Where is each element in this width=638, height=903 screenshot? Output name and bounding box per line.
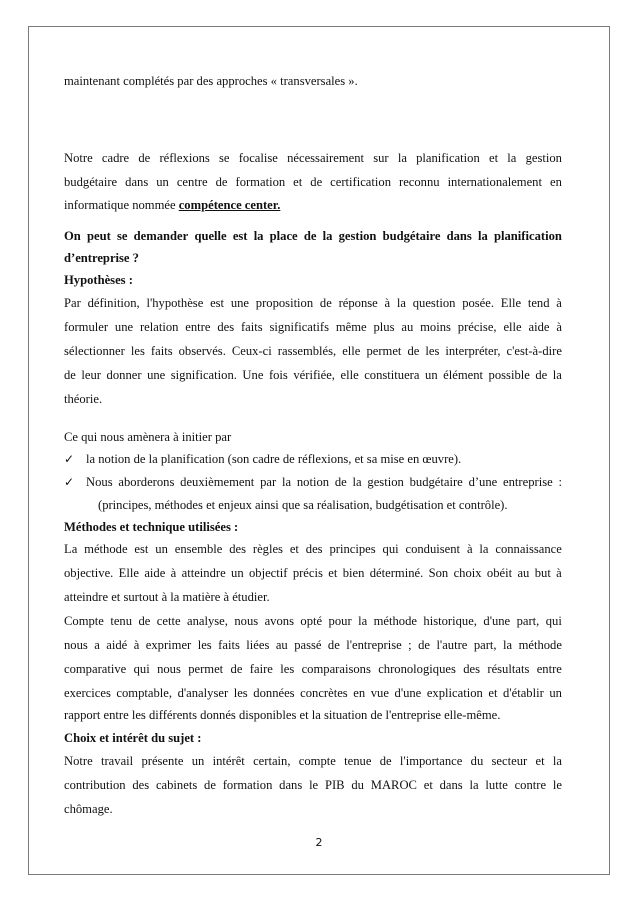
hypotheses-heading: Hypothèses : [64,273,133,287]
word: objective. [64,566,114,580]
word: moins [420,320,451,334]
word: nécessairement [287,151,365,165]
word: au [517,566,530,580]
word: les [197,638,212,652]
methodes-line2 [64,566,562,581]
intro-line: maintenant complétés par des approches « transversales ». [64,74,358,88]
word: à [556,566,562,580]
word: signification. [170,368,237,382]
word: focalise [238,151,278,165]
word: chronologiques [378,662,456,676]
word: budgétaire [64,175,118,189]
word: se [219,151,230,165]
word: PIB [324,778,345,792]
hypotheses-line3 [64,344,562,359]
choix-line2 [64,778,562,793]
word: même [335,320,367,334]
word: constituera [364,368,420,382]
word: secteur [491,754,528,768]
word: le [552,778,562,792]
para1-line3 [64,198,280,213]
word: sélectionner [64,344,125,358]
word: tenue [344,754,372,768]
word: un [155,542,168,556]
word: opté [300,614,323,628]
word: se [116,229,128,243]
word: présente [141,754,184,768]
word: de [407,344,420,358]
word: On [64,229,81,243]
word: les [233,686,248,700]
plan-intro: Ce qui nous amènera à initier par [64,430,232,444]
methodes-line3 [64,614,562,629]
word: méthode [373,614,417,628]
word: observés. [178,344,226,358]
word: de [303,229,317,243]
word: dans [279,778,303,792]
word: elle [503,320,522,334]
word: à [133,638,140,652]
word: faits [150,344,173,358]
word: est [232,229,248,243]
word: faits [240,320,263,334]
plan-bullet2-line1 [86,475,562,490]
word: elle [340,368,359,382]
word: sur [373,151,389,165]
word: la [358,614,368,628]
word: fois [268,368,288,382]
question-line1 [64,229,562,244]
hypotheses-line2 [64,320,562,335]
word: d’une [468,475,498,489]
word: bien [342,566,365,580]
methodes-line4 [64,638,562,653]
word: une [147,368,166,382]
word: part, [473,638,497,652]
word: nous [64,638,88,652]
plan-bullet1 [64,452,461,467]
word: la [281,475,292,489]
word: centre [176,175,208,189]
word: : [558,475,562,489]
word: leur [81,368,102,382]
word: les [280,662,295,676]
word: significatifs [269,320,329,334]
word: lutte [485,778,508,792]
word: donner [106,368,142,382]
word: la [396,296,406,310]
word: du [351,778,364,792]
word: d'une [483,614,511,628]
word: de [138,614,151,628]
word: et [289,542,299,556]
word: la [478,229,488,243]
word: concrètes [300,686,348,700]
word: de [535,368,548,382]
word: MAROC [370,778,417,792]
word: elle [342,344,361,358]
word: pour [328,614,352,628]
word: et [423,778,433,792]
methodes-heading: Méthodes et technique utilisées : [64,520,239,534]
word: réflexions [159,151,210,165]
word: Nous [86,475,113,489]
word: internationalement [447,175,542,189]
word: un [156,175,169,189]
word: à [556,320,562,334]
word: historique, [423,614,477,628]
word: données [253,686,295,700]
word: quelle [194,229,227,243]
choix-heading: Choix et intérêt du sujet : [64,731,202,745]
word: et [328,566,338,580]
word: deuxièmement [180,475,255,489]
word: Elle [118,566,139,580]
methodes-line6 [64,686,562,701]
word: précise, [457,320,497,334]
hypotheses-line4 [64,368,562,383]
word: dans [439,778,463,792]
word: Son [428,566,449,580]
word: des [305,542,323,556]
word: au [401,320,414,334]
word: de [230,662,243,676]
word: Compte [64,614,104,628]
para1-line3-prefix: informatique nommée [64,198,179,212]
word: certification [330,175,391,189]
word: Notre [64,151,93,165]
word: a [94,638,100,652]
word: la [322,229,333,243]
word: cadre [101,151,130,165]
word: d'une [394,686,422,700]
hypotheses-last: théorie. [64,392,103,406]
word: l'entreprise [346,638,402,652]
hypotheses-line1 [64,296,562,311]
word: règles [252,542,283,556]
word: principes [329,542,376,556]
word: résultats [487,662,530,676]
word: but [534,566,551,580]
word: budgétaire [409,475,463,489]
word: un [191,754,205,768]
choix-last: chômage. [64,802,113,816]
word: formation [235,175,286,189]
word: notion [296,475,330,489]
word: liées [246,638,270,652]
word: qui [382,542,399,556]
word: et [535,754,545,768]
word: les [425,344,440,358]
word: des [132,778,150,792]
word: de [327,638,340,652]
word: faits [218,638,240,652]
word: au [275,638,288,652]
word: à [466,542,473,556]
word: gestion [367,475,404,489]
word: nous [157,662,181,676]
methodes-line5 [64,662,562,677]
methodes-last: atteindre et surtout à la matière à étudier. [64,590,270,604]
word: en [549,175,562,189]
word: choix [453,566,482,580]
word: certain, [253,754,291,768]
word: une [230,296,250,310]
word: ; [408,638,412,652]
word: qui [133,662,150,676]
word: et [293,175,303,189]
page-number: 2 [315,836,323,849]
word: comparative [64,662,127,676]
word: la [469,778,479,792]
word: possible [488,368,530,382]
word: de [319,296,332,310]
word: la [253,229,264,243]
para1-line2 [64,175,562,190]
word: intérêt [212,754,245,768]
word: entre [536,662,562,676]
word: est [210,296,225,310]
word: est [134,542,149,556]
plan-bullet2 [64,475,86,490]
checkmark-icon: ✓ [64,475,75,489]
word: proposition [255,296,314,310]
word: formuler [64,320,109,334]
word: à [384,296,391,310]
word: contribution [64,778,126,792]
word: aborderons [118,475,175,489]
word: explication [426,686,483,700]
word: formation [222,778,273,792]
word: plus [373,320,395,334]
word: ensemble [174,542,223,556]
word: part, [516,614,540,628]
word: l'autre [436,638,468,652]
word: c'est-à-dire [506,344,562,358]
word: qui [545,614,562,628]
word: de [215,175,228,189]
word: du [470,754,484,768]
word: à [556,296,562,310]
word: aide [144,566,166,580]
word: objectif [248,566,288,580]
word: tenu [110,614,133,628]
choix-line1 [64,754,562,769]
word: un [549,686,562,700]
word: la [352,475,362,489]
plan-bullet1-text: la notion de la planification (son cadre de réflexions, et sa mise en œuvre). [86,452,462,466]
word: reconnu [399,175,440,189]
word: l'hypothèse [146,296,204,310]
word: à [170,566,177,580]
word: de [334,475,347,489]
word: entre [185,320,211,334]
word: la [479,542,489,556]
word: la [503,638,513,652]
word: des [217,320,235,334]
word: et [488,686,498,700]
word: par [260,475,277,489]
methodes-last2: rapport entre les différents donnés disponibles et la situation de l'entreprise elle-même. [64,708,501,722]
word: travail [100,754,134,768]
word: passé [294,638,322,652]
word: le [309,778,319,792]
word: demander [133,229,189,243]
word: la [397,151,407,165]
word: de [138,151,151,165]
word: gestion [525,151,562,165]
question-line2: d’entreprise ? [64,251,139,265]
word: vue [370,686,389,700]
word: permet [188,662,224,676]
word: place [269,229,298,243]
word: vérifiée, [293,368,335,382]
word: La [64,542,78,556]
word: planification [416,151,480,165]
word: compte [298,754,336,768]
word: de [379,754,392,768]
word: une [114,320,134,334]
word: la [507,151,517,165]
word: dans [446,229,472,243]
word: aide [528,320,550,334]
word: méthode [518,638,562,652]
word: réponse [338,296,378,310]
word: et [488,151,499,165]
word: Notre [64,754,93,768]
word: rassemblés, [277,344,337,358]
word: dans [125,175,149,189]
word: de [418,638,430,652]
word: d'analyser [177,686,229,700]
word: avons [264,614,294,628]
word: les [130,344,145,358]
word: interpréter, [445,344,501,358]
word: en [353,686,366,700]
word: cabinets [155,778,198,792]
word: posée. [462,296,495,310]
word: la [552,754,562,768]
word: entreprise [503,475,553,489]
word: planification [494,229,562,243]
word: définition, [87,296,140,310]
word: connaissance [495,542,562,556]
word: conduisent [405,542,461,556]
word: déterminé. [369,566,424,580]
word: comptable, [116,686,173,700]
word: Ceux-ci [231,344,272,358]
company-name: compétence center. [178,198,281,212]
word: analyse, [187,614,228,628]
word: Par [64,296,81,310]
word: aidé [106,638,128,652]
word: nous [234,614,259,628]
word: de [310,175,323,189]
word: permet [366,344,402,358]
word: gestion [338,229,377,243]
para1-line1 [64,151,562,166]
word: de [64,368,76,382]
methodes-line1 [64,542,562,557]
word: cette [156,614,181,628]
word: élément [443,368,484,382]
word: un [231,566,244,580]
checkmark-icon: ✓ [64,452,75,466]
word: d'établir [503,686,544,700]
word: exercices [64,686,111,700]
word: peut [87,229,111,243]
word: précis [292,566,323,580]
word: question [412,296,456,310]
word: Une [242,368,264,382]
word: la [552,368,562,382]
word: faire [249,662,273,676]
word: l'importance [399,754,463,768]
word: budgétaire [382,229,441,243]
word: relation [139,320,179,334]
word: exprimer [145,638,192,652]
plan-bullet2-line2: (principes, méthodes et enjeux ainsi que sa réalisation, budgétisation et contrôle). [98,498,508,512]
word: de [204,778,216,792]
word: obéit [486,566,513,580]
word: méthode [84,542,128,556]
word: contre [514,778,547,792]
word: un [425,368,438,382]
word: des [229,542,246,556]
word: atteindre [181,566,226,580]
word: Elle [500,296,522,310]
word: comparaisons [301,662,371,676]
word: tend [527,296,550,310]
word: des [463,662,481,676]
